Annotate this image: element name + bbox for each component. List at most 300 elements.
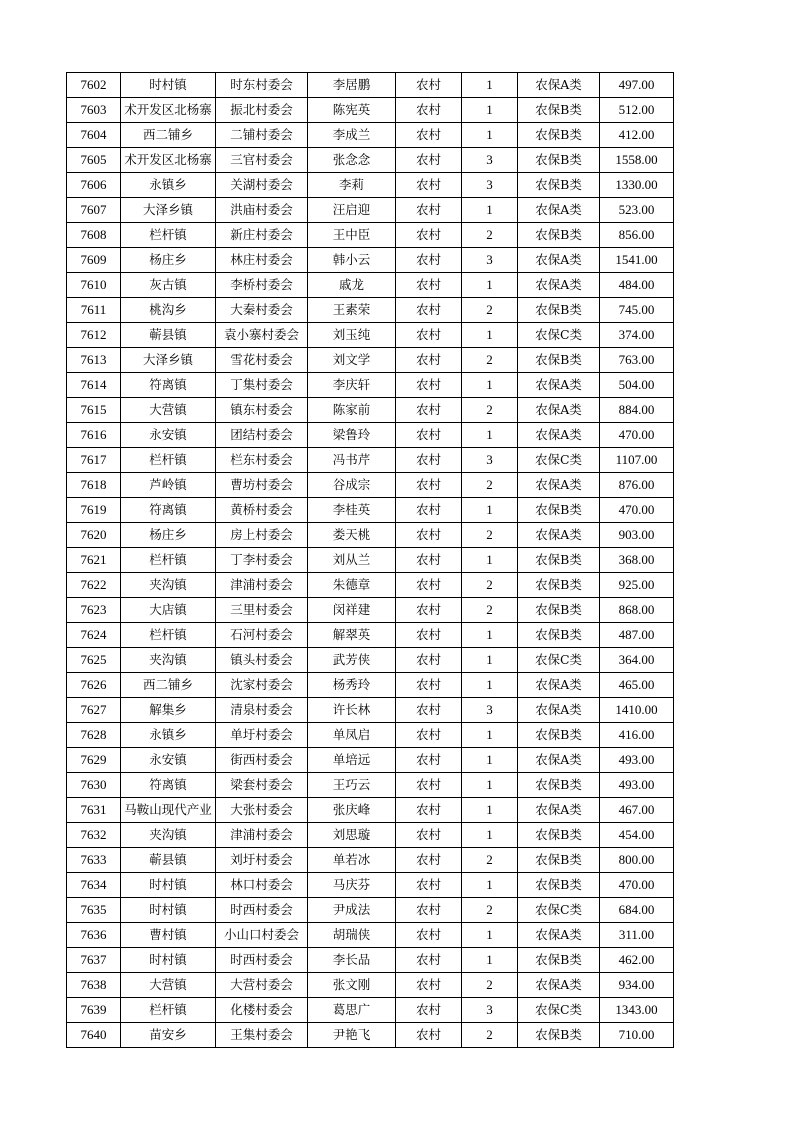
- amount-cell: 454.00: [600, 823, 674, 848]
- insurance-category-cell: 农保B类: [518, 148, 600, 173]
- record-id: 7613: [67, 348, 121, 373]
- insurance-category-cell: 农保B类: [518, 173, 600, 198]
- member-count-cell: 3: [462, 148, 518, 173]
- amount-cell: 1541.00: [600, 248, 674, 273]
- insurance-category-cell: 农保A类: [518, 423, 600, 448]
- town-cell: 灰古镇: [121, 273, 216, 298]
- table-row: [67, 673, 674, 698]
- member-count-cell: 2: [462, 598, 518, 623]
- village-committee-cell: 袁小寨村委会: [216, 323, 308, 348]
- record-id: 7625: [67, 648, 121, 673]
- household-type-cell: 农村: [396, 848, 462, 873]
- record-id: 7632: [67, 823, 121, 848]
- record-id: 7610: [67, 273, 121, 298]
- insurance-category-cell: 农保C类: [518, 448, 600, 473]
- member-count-cell: 2: [462, 398, 518, 423]
- member-count-cell: 1: [462, 873, 518, 898]
- household-type-cell: 农村: [396, 548, 462, 573]
- town-cell: 永安镇: [121, 423, 216, 448]
- household-type-cell: 农村: [396, 798, 462, 823]
- village-committee-cell: 丁李村委会: [216, 548, 308, 573]
- table-row: [67, 573, 674, 598]
- record-id: 7634: [67, 873, 121, 898]
- insurance-category-cell: 农保B类: [518, 348, 600, 373]
- village-committee-cell: 新庄村委会: [216, 223, 308, 248]
- household-type-cell: 农村: [396, 673, 462, 698]
- village-committee-cell: 三里村委会: [216, 598, 308, 623]
- person-name-cell: 王中臣: [308, 223, 396, 248]
- member-count-cell: 3: [462, 698, 518, 723]
- table-row: [67, 698, 674, 723]
- amount-cell: 1410.00: [600, 698, 674, 723]
- member-count-cell: 1: [462, 73, 518, 98]
- member-count-cell: 2: [462, 898, 518, 923]
- village-committee-cell: 林庄村委会: [216, 248, 308, 273]
- household-type-cell: 农村: [396, 198, 462, 223]
- record-id: 7624: [67, 623, 121, 648]
- amount-cell: 763.00: [600, 348, 674, 373]
- member-count-cell: 1: [462, 798, 518, 823]
- table-row: [67, 123, 674, 148]
- household-type-cell: 农村: [396, 248, 462, 273]
- household-type-cell: 农村: [396, 273, 462, 298]
- town-cell: 解集乡: [121, 698, 216, 723]
- town-cell: 桃沟乡: [121, 298, 216, 323]
- amount-cell: 416.00: [600, 723, 674, 748]
- town-cell: 大泽乡镇: [121, 198, 216, 223]
- person-name-cell: 单凤启: [308, 723, 396, 748]
- amount-cell: 1343.00: [600, 998, 674, 1023]
- member-count-cell: 3: [462, 248, 518, 273]
- amount-cell: 1107.00: [600, 448, 674, 473]
- amount-cell: 470.00: [600, 423, 674, 448]
- record-id: 7618: [67, 473, 121, 498]
- person-name-cell: 李长品: [308, 948, 396, 973]
- record-id: 7622: [67, 573, 121, 598]
- record-id: 7602: [67, 73, 121, 98]
- town-cell: 栏杆镇: [121, 448, 216, 473]
- record-id: 7628: [67, 723, 121, 748]
- table-row: [67, 423, 674, 448]
- table-row: [67, 523, 674, 548]
- town-cell: 西二铺乡: [121, 673, 216, 698]
- record-id: 7637: [67, 948, 121, 973]
- member-count-cell: 2: [462, 523, 518, 548]
- table-row: [67, 723, 674, 748]
- amount-cell: 487.00: [600, 623, 674, 648]
- member-count-cell: 1: [462, 673, 518, 698]
- person-name-cell: 韩小云: [308, 248, 396, 273]
- town-cell: 夹沟镇: [121, 573, 216, 598]
- town-cell: 夹沟镇: [121, 648, 216, 673]
- insurance-category-cell: 农保B类: [518, 948, 600, 973]
- table-row: [67, 748, 674, 773]
- person-name-cell: 汪启迎: [308, 198, 396, 223]
- insurance-category-cell: 农保A类: [518, 923, 600, 948]
- amount-cell: 903.00: [600, 523, 674, 548]
- member-count-cell: 1: [462, 648, 518, 673]
- table-row: [67, 948, 674, 973]
- amount-cell: 462.00: [600, 948, 674, 973]
- member-count-cell: 2: [462, 573, 518, 598]
- town-cell: 大营镇: [121, 398, 216, 423]
- insurance-category-cell: 农保A类: [518, 673, 600, 698]
- person-name-cell: 谷成宗: [308, 473, 396, 498]
- town-cell: 时村镇: [121, 73, 216, 98]
- table-row: [67, 1023, 674, 1048]
- insurance-category-cell: 农保A类: [518, 398, 600, 423]
- member-count-cell: 1: [462, 923, 518, 948]
- record-id: 7616: [67, 423, 121, 448]
- town-cell: 杨庄乡: [121, 523, 216, 548]
- town-cell: 西二铺乡: [121, 123, 216, 148]
- household-type-cell: 农村: [396, 498, 462, 523]
- village-committee-cell: 时西村委会: [216, 948, 308, 973]
- town-cell: 杨庄乡: [121, 248, 216, 273]
- table-row: [67, 448, 674, 473]
- record-id: 7623: [67, 598, 121, 623]
- record-id: 7640: [67, 1023, 121, 1048]
- person-name-cell: 戚龙: [308, 273, 396, 298]
- household-type-cell: 农村: [396, 648, 462, 673]
- household-type-cell: 农村: [396, 298, 462, 323]
- town-cell: 夹沟镇: [121, 823, 216, 848]
- village-committee-cell: 栏东村委会: [216, 448, 308, 473]
- household-type-cell: 农村: [396, 1023, 462, 1048]
- person-name-cell: 王素荣: [308, 298, 396, 323]
- insurance-category-cell: 农保B类: [518, 498, 600, 523]
- insurance-category-cell: 农保B类: [518, 598, 600, 623]
- insurance-category-cell: 农保C类: [518, 998, 600, 1023]
- record-id: 7617: [67, 448, 121, 473]
- person-name-cell: 朱德章: [308, 573, 396, 598]
- insurance-category-cell: 农保C类: [518, 323, 600, 348]
- household-type-cell: 农村: [396, 773, 462, 798]
- record-id: 7615: [67, 398, 121, 423]
- village-committee-cell: 房上村委会: [216, 523, 308, 548]
- amount-cell: 884.00: [600, 398, 674, 423]
- town-cell: 术开发区北杨寨: [121, 148, 216, 173]
- person-name-cell: 梁鲁玲: [308, 423, 396, 448]
- village-committee-cell: 清泉村委会: [216, 698, 308, 723]
- member-count-cell: 2: [462, 1023, 518, 1048]
- household-type-cell: 农村: [396, 223, 462, 248]
- town-cell: 栏杆镇: [121, 623, 216, 648]
- person-name-cell: 刘文学: [308, 348, 396, 373]
- record-id: 7627: [67, 698, 121, 723]
- record-id: 7621: [67, 548, 121, 573]
- town-cell: 大泽乡镇: [121, 348, 216, 373]
- town-cell: 符离镇: [121, 373, 216, 398]
- town-cell: 大店镇: [121, 598, 216, 623]
- amount-cell: 484.00: [600, 273, 674, 298]
- household-type-cell: 农村: [396, 523, 462, 548]
- town-cell: 符离镇: [121, 773, 216, 798]
- member-count-cell: 1: [462, 623, 518, 648]
- table-row: [67, 98, 674, 123]
- household-type-cell: 农村: [396, 123, 462, 148]
- record-id: 7629: [67, 748, 121, 773]
- household-type-cell: 农村: [396, 823, 462, 848]
- table-row: [67, 973, 674, 998]
- village-committee-cell: 单圩村委会: [216, 723, 308, 748]
- insurance-category-cell: 农保A类: [518, 798, 600, 823]
- table-row: [67, 998, 674, 1023]
- person-name-cell: 尹成法: [308, 898, 396, 923]
- town-cell: 时村镇: [121, 948, 216, 973]
- person-name-cell: 李桂英: [308, 498, 396, 523]
- household-type-cell: 农村: [396, 148, 462, 173]
- person-name-cell: 胡瑞侠: [308, 923, 396, 948]
- village-committee-cell: 时西村委会: [216, 898, 308, 923]
- person-name-cell: 解翠英: [308, 623, 396, 648]
- member-count-cell: 1: [462, 723, 518, 748]
- town-cell: 栏杆镇: [121, 548, 216, 573]
- record-id: 7608: [67, 223, 121, 248]
- table-row: [67, 923, 674, 948]
- record-id: 7639: [67, 998, 121, 1023]
- record-id: 7606: [67, 173, 121, 198]
- member-count-cell: 2: [462, 298, 518, 323]
- household-type-cell: 农村: [396, 998, 462, 1023]
- table-row: [67, 898, 674, 923]
- record-id: 7609: [67, 248, 121, 273]
- table-row: [67, 148, 674, 173]
- record-id: 7626: [67, 673, 121, 698]
- table-row: [67, 273, 674, 298]
- village-committee-cell: 林口村委会: [216, 873, 308, 898]
- town-cell: 苗安乡: [121, 1023, 216, 1048]
- amount-cell: 745.00: [600, 298, 674, 323]
- village-committee-cell: 曹坊村委会: [216, 473, 308, 498]
- town-cell: 蕲县镇: [121, 323, 216, 348]
- member-count-cell: 1: [462, 323, 518, 348]
- person-name-cell: 陈家前: [308, 398, 396, 423]
- table-row: [67, 398, 674, 423]
- person-name-cell: 李成兰: [308, 123, 396, 148]
- insurance-category-cell: 农保A类: [518, 73, 600, 98]
- member-count-cell: 1: [462, 273, 518, 298]
- household-type-cell: 农村: [396, 573, 462, 598]
- insurance-category-cell: 农保B类: [518, 623, 600, 648]
- village-committee-cell: 二铺村委会: [216, 123, 308, 148]
- person-name-cell: 单培远: [308, 748, 396, 773]
- insurance-category-cell: 农保B类: [518, 1023, 600, 1048]
- village-committee-cell: 镇头村委会: [216, 648, 308, 673]
- amount-cell: 684.00: [600, 898, 674, 923]
- table-row: [67, 648, 674, 673]
- household-type-cell: 农村: [396, 73, 462, 98]
- member-count-cell: 2: [462, 223, 518, 248]
- person-name-cell: 杨秀玲: [308, 673, 396, 698]
- person-name-cell: 陈宪英: [308, 98, 396, 123]
- village-committee-cell: 石河村委会: [216, 623, 308, 648]
- village-committee-cell: 小山口村委会: [216, 923, 308, 948]
- household-type-cell: 农村: [396, 923, 462, 948]
- household-type-cell: 农村: [396, 623, 462, 648]
- town-cell: 芦岭镇: [121, 473, 216, 498]
- person-name-cell: 李居鹏: [308, 73, 396, 98]
- person-name-cell: 葛思广: [308, 998, 396, 1023]
- village-committee-cell: 洪庙村委会: [216, 198, 308, 223]
- village-committee-cell: 丁集村委会: [216, 373, 308, 398]
- table-row: [67, 348, 674, 373]
- insurance-category-cell: 农保B类: [518, 548, 600, 573]
- insurance-category-cell: 农保B类: [518, 723, 600, 748]
- town-cell: 符离镇: [121, 498, 216, 523]
- person-name-cell: 许长林: [308, 698, 396, 723]
- village-committee-cell: 团结村委会: [216, 423, 308, 448]
- record-id: 7635: [67, 898, 121, 923]
- household-type-cell: 农村: [396, 98, 462, 123]
- person-name-cell: 刘思璇: [308, 823, 396, 848]
- table-row: [67, 598, 674, 623]
- insurance-category-cell: 农保A类: [518, 523, 600, 548]
- village-committee-cell: 王集村委会: [216, 1023, 308, 1048]
- insurance-category-cell: 农保C类: [518, 898, 600, 923]
- member-count-cell: 1: [462, 198, 518, 223]
- insurance-category-cell: 农保C类: [518, 648, 600, 673]
- village-committee-cell: 三官村委会: [216, 148, 308, 173]
- record-id: 7605: [67, 148, 121, 173]
- person-name-cell: 张文刚: [308, 973, 396, 998]
- record-id: 7633: [67, 848, 121, 873]
- insurance-category-cell: 农保B类: [518, 298, 600, 323]
- insurance-category-cell: 农保A类: [518, 973, 600, 998]
- village-committee-cell: 刘圩村委会: [216, 848, 308, 873]
- records-table: [66, 72, 674, 1048]
- amount-cell: 470.00: [600, 498, 674, 523]
- record-id: 7614: [67, 373, 121, 398]
- table-row: [67, 798, 674, 823]
- household-type-cell: 农村: [396, 598, 462, 623]
- amount-cell: 412.00: [600, 123, 674, 148]
- village-committee-cell: 大营村委会: [216, 973, 308, 998]
- amount-cell: 1330.00: [600, 173, 674, 198]
- record-id: 7604: [67, 123, 121, 148]
- amount-cell: 368.00: [600, 548, 674, 573]
- town-cell: 永镇乡: [121, 723, 216, 748]
- insurance-category-cell: 农保A类: [518, 373, 600, 398]
- town-cell: 曹村镇: [121, 923, 216, 948]
- amount-cell: 493.00: [600, 773, 674, 798]
- town-cell: 大营镇: [121, 973, 216, 998]
- member-count-cell: 1: [462, 548, 518, 573]
- household-type-cell: 农村: [396, 948, 462, 973]
- member-count-cell: 2: [462, 848, 518, 873]
- household-type-cell: 农村: [396, 898, 462, 923]
- member-count-cell: 1: [462, 823, 518, 848]
- amount-cell: 311.00: [600, 923, 674, 948]
- member-count-cell: 1: [462, 498, 518, 523]
- member-count-cell: 1: [462, 373, 518, 398]
- insurance-category-cell: 农保A类: [518, 473, 600, 498]
- member-count-cell: 3: [462, 448, 518, 473]
- town-cell: 马鞍山现代产业: [121, 798, 216, 823]
- town-cell: 时村镇: [121, 873, 216, 898]
- amount-cell: 465.00: [600, 673, 674, 698]
- town-cell: 术开发区北杨寨: [121, 98, 216, 123]
- record-id: 7630: [67, 773, 121, 798]
- household-type-cell: 农村: [396, 448, 462, 473]
- household-type-cell: 农村: [396, 473, 462, 498]
- table-row: [67, 198, 674, 223]
- person-name-cell: 娄天桃: [308, 523, 396, 548]
- record-id: 7611: [67, 298, 121, 323]
- amount-cell: 710.00: [600, 1023, 674, 1048]
- table-row: [67, 848, 674, 873]
- record-id: 7607: [67, 198, 121, 223]
- amount-cell: 1558.00: [600, 148, 674, 173]
- member-count-cell: 1: [462, 748, 518, 773]
- table-row: [67, 248, 674, 273]
- household-type-cell: 农村: [396, 398, 462, 423]
- record-id: 7612: [67, 323, 121, 348]
- member-count-cell: 1: [462, 948, 518, 973]
- household-type-cell: 农村: [396, 723, 462, 748]
- table-row: [67, 773, 674, 798]
- village-committee-cell: 沈家村委会: [216, 673, 308, 698]
- table-row: [67, 473, 674, 498]
- village-committee-cell: 雪花村委会: [216, 348, 308, 373]
- person-name-cell: 李莉: [308, 173, 396, 198]
- table-row: [67, 173, 674, 198]
- amount-cell: 925.00: [600, 573, 674, 598]
- village-committee-cell: 黄桥村委会: [216, 498, 308, 523]
- insurance-category-cell: 农保B类: [518, 123, 600, 148]
- town-cell: 栏杆镇: [121, 223, 216, 248]
- amount-cell: 467.00: [600, 798, 674, 823]
- member-count-cell: 3: [462, 998, 518, 1023]
- village-committee-cell: 李桥村委会: [216, 273, 308, 298]
- member-count-cell: 1: [462, 423, 518, 448]
- amount-cell: 364.00: [600, 648, 674, 673]
- person-name-cell: 王巧云: [308, 773, 396, 798]
- table-row: [67, 498, 674, 523]
- amount-cell: 374.00: [600, 323, 674, 348]
- insurance-category-cell: 农保B类: [518, 773, 600, 798]
- household-type-cell: 农村: [396, 748, 462, 773]
- person-name-cell: 李庆轩: [308, 373, 396, 398]
- town-cell: 时村镇: [121, 898, 216, 923]
- record-id: 7638: [67, 973, 121, 998]
- table-row: [67, 823, 674, 848]
- record-id: 7636: [67, 923, 121, 948]
- member-count-cell: 2: [462, 473, 518, 498]
- records-table-body: [67, 73, 674, 1048]
- table-row: [67, 323, 674, 348]
- person-name-cell: 尹艳飞: [308, 1023, 396, 1048]
- record-id: 7631: [67, 798, 121, 823]
- amount-cell: 523.00: [600, 198, 674, 223]
- insurance-category-cell: 农保A类: [518, 698, 600, 723]
- household-type-cell: 农村: [396, 373, 462, 398]
- member-count-cell: 2: [462, 973, 518, 998]
- person-name-cell: 武芳侠: [308, 648, 396, 673]
- person-name-cell: 刘从兰: [308, 548, 396, 573]
- record-id: 7620: [67, 523, 121, 548]
- household-type-cell: 农村: [396, 423, 462, 448]
- insurance-category-cell: 农保B类: [518, 848, 600, 873]
- insurance-category-cell: 农保B类: [518, 98, 600, 123]
- amount-cell: 868.00: [600, 598, 674, 623]
- village-committee-cell: 关湖村委会: [216, 173, 308, 198]
- town-cell: 栏杆镇: [121, 998, 216, 1023]
- table-row: [67, 298, 674, 323]
- amount-cell: 934.00: [600, 973, 674, 998]
- insurance-category-cell: 农保B类: [518, 223, 600, 248]
- member-count-cell: 1: [462, 98, 518, 123]
